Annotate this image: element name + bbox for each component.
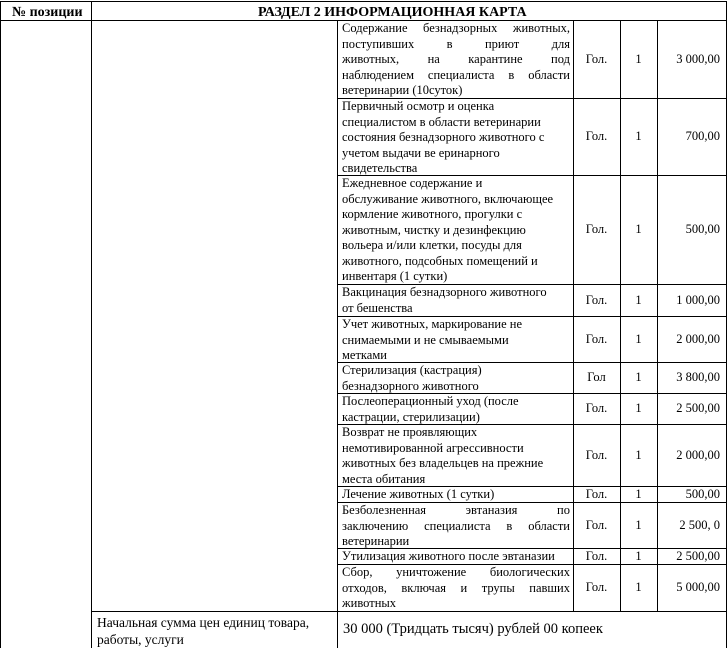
price-cell: 2 000,00: [676, 331, 720, 346]
row-divider: [337, 98, 727, 99]
service-description-line: Вакцинация безнадзорного животного: [342, 285, 547, 299]
service-description-line: заключению специалиста в области: [342, 518, 570, 533]
price-cell: 2 500,00: [676, 401, 720, 415]
service-description: [342, 425, 570, 486]
price-cell: 2 000,00: [676, 447, 720, 462]
unit-cell: Гол.: [585, 580, 608, 594]
service-description-line: инвентаря (1 сутки): [342, 269, 448, 283]
price-cell: 500,00: [685, 222, 720, 236]
service-description: [342, 363, 570, 393]
summary-label-line-1: Начальная сумма цен единиц товара,: [97, 615, 310, 630]
service-description-line: свидетельства: [342, 161, 418, 175]
row-divider: [337, 502, 727, 503]
service-description-line: Безболезненная эвтаназия по: [342, 503, 570, 517]
unit-cell: Гол.: [585, 517, 608, 532]
quantity-cell: 1: [635, 370, 642, 384]
service-description-line: специалистом в области ветеринарии: [342, 114, 541, 129]
price-cell: 500,00: [685, 486, 720, 501]
summary-value: 30 000 (Тридцать тысяч) рублей 00 копеек: [343, 621, 603, 637]
row-divider: [337, 316, 727, 317]
service-description: [342, 565, 570, 611]
service-description-line: от бешенства: [342, 300, 413, 315]
service-description-line: Сбор, уничтожение биологических: [342, 565, 570, 579]
service-description: [342, 503, 570, 548]
service-description: [342, 487, 570, 502]
service-description-line: животного, подсобных помещений и: [342, 253, 538, 268]
service-description-line: кастрации, стерилизации): [342, 409, 480, 424]
price-cell: 2 500,00: [676, 548, 720, 563]
service-description-line: снимаемыми и не смываемыми: [342, 332, 509, 347]
row-divider: [337, 393, 727, 394]
position-column-header: № позиции: [12, 5, 83, 20]
service-description-line: Лечение животных (1 сутки): [342, 487, 495, 501]
unit-cell: Гол.: [585, 486, 608, 501]
service-description-line: Возврат не проявляющих: [342, 425, 478, 439]
service-description-line: животных, на карантине под: [342, 52, 570, 66]
column-divider: [337, 20, 338, 648]
column-divider: [620, 20, 621, 611]
quantity-cell: 1: [635, 331, 642, 346]
unit-cell: Гол.: [585, 401, 608, 415]
table-top-border: [0, 1, 727, 2]
service-description-line: поступивших в приют для: [342, 36, 570, 51]
service-description-line: Содержание безнадзорных животных,: [342, 21, 570, 35]
service-description: [342, 99, 570, 175]
service-description-line: обслуживание животного, включающее: [342, 191, 554, 206]
price-cell: 3 800,00: [676, 370, 720, 384]
service-description: [342, 285, 570, 316]
service-description-line: животных: [342, 596, 397, 610]
quantity-cell: 1: [635, 222, 642, 236]
unit-cell: Гол.: [585, 447, 608, 462]
summary-label-line-2: работы, услуги: [97, 632, 184, 647]
unit-cell: Гол.: [585, 129, 608, 143]
price-cell: 1 000,00: [676, 292, 720, 307]
quantity-cell: 1: [635, 129, 642, 143]
quantity-cell: 1: [635, 486, 642, 501]
service-description: [342, 21, 570, 98]
unit-cell: Гол.: [585, 331, 608, 346]
section-title: РАЗДЕЛ 2 ИНФОРМАЦИОННАЯ КАРТА: [258, 5, 527, 20]
header-divider: [0, 20, 727, 21]
unit-cell: Гол.: [585, 548, 608, 563]
service-description-line: немотивированной агрессивности: [342, 440, 524, 455]
quantity-cell: 1: [635, 401, 642, 415]
service-description-line: Учет животных, маркирование не: [342, 317, 523, 331]
service-description-line: вольера и/или клетки, посуды для: [342, 238, 522, 252]
quantity-cell: 1: [635, 548, 642, 563]
quantity-cell: 1: [635, 580, 642, 594]
service-description-line: отходов, включая и трупы павших: [342, 580, 570, 595]
service-description-line: кормление животного, прогулки с: [342, 207, 523, 221]
unit-cell: Гол: [587, 370, 606, 384]
service-description: [342, 394, 570, 424]
quantity-cell: 1: [635, 292, 642, 307]
service-description-line: животных без владельцев на прежние: [342, 456, 544, 470]
summary-label: [97, 614, 337, 648]
row-divider: [337, 486, 727, 487]
summary-divider: [91, 611, 727, 612]
unit-cell: Гол.: [585, 51, 608, 66]
service-description-line: метками: [342, 348, 387, 362]
service-description-line: Послеоперационный уход (после: [342, 394, 519, 408]
quantity-cell: 1: [635, 517, 642, 532]
column-divider: [573, 20, 574, 611]
service-description: [342, 176, 570, 284]
service-description-line: ветеринарии: [342, 534, 410, 548]
table-left-border: [0, 1, 1, 648]
row-divider: [337, 564, 727, 565]
column-divider: [657, 20, 658, 611]
row-divider: [337, 175, 727, 176]
row-divider: [337, 424, 727, 425]
row-divider: [337, 548, 727, 549]
row-divider: [337, 362, 727, 363]
column-divider: [91, 1, 92, 648]
service-description-line: состояния безнадзорного животного с: [342, 130, 545, 144]
service-description-line: безнадзорного животного: [342, 378, 479, 393]
service-description-line: Первичный осмотр и оценка: [342, 99, 495, 113]
service-description-line: ветеринарии (10суток): [342, 83, 463, 97]
service-description-line: места обитания: [342, 471, 426, 486]
service-description-line: Стерилизация (кастрация): [342, 363, 482, 377]
service-description-line: учетом выдачи ве еринарного: [342, 145, 500, 160]
service-description-line: животным, чистку и дезинфекцию: [342, 222, 526, 237]
quantity-cell: 1: [635, 447, 642, 462]
price-cell: 3 000,00: [676, 51, 720, 66]
service-description-line: Утилизация животного после эвтаназии: [342, 549, 555, 563]
unit-cell: Гол.: [585, 222, 608, 236]
price-cell: 700,00: [685, 129, 720, 143]
quantity-cell: 1: [635, 51, 642, 66]
service-description: [342, 549, 570, 564]
service-description-line: Ежедневное содержание и: [342, 176, 483, 190]
price-cell: 5 000,00: [676, 580, 720, 594]
price-cell: 2 500, 0: [679, 517, 720, 532]
service-description-line: наблюдением специалиста в области: [342, 67, 570, 82]
row-divider: [337, 284, 727, 285]
service-description: [342, 317, 570, 362]
unit-cell: Гол.: [585, 292, 608, 307]
